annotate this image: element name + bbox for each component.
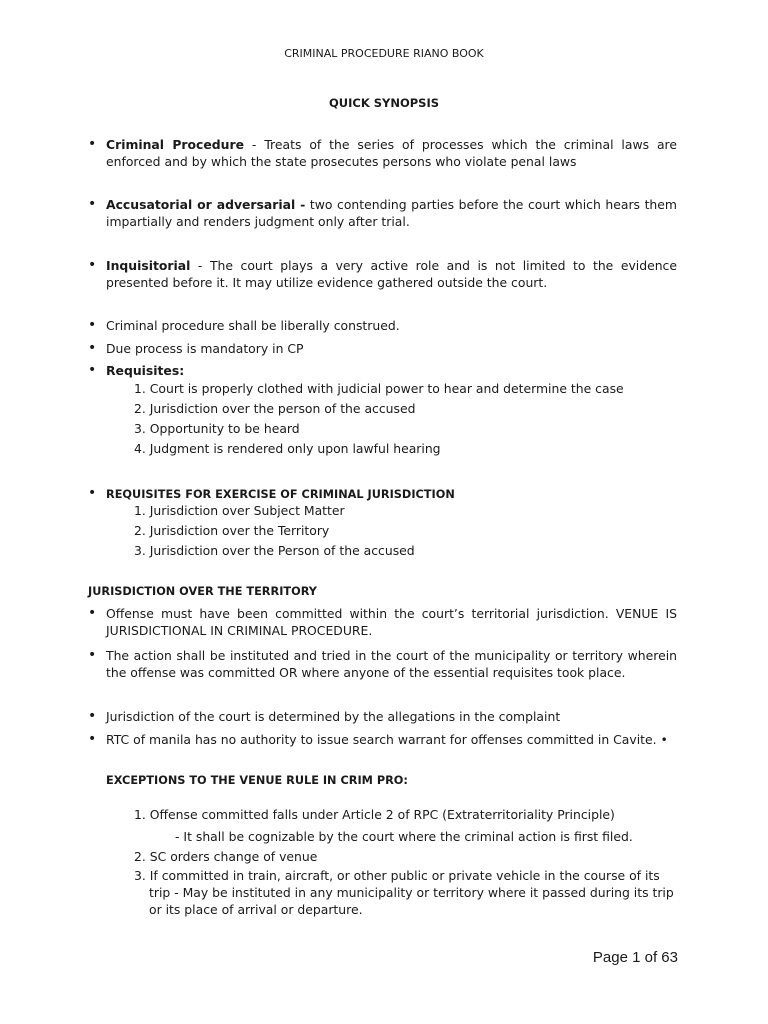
document-header: CRIMINAL PROCEDURE RIANO BOOK bbox=[284, 47, 484, 60]
bullet: • bbox=[88, 317, 97, 333]
exceptions-heading: EXCEPTIONS TO THE VENUE RULE IN CRIM PRO: bbox=[106, 774, 408, 787]
note-due-process: Due process is mandatory in CP bbox=[106, 341, 304, 356]
bullet: • bbox=[88, 196, 97, 212]
note-liberally-construed: Criminal procedure shall be liberally construed. bbox=[106, 318, 400, 333]
exercise-item: 2. Jurisdiction over the Territory bbox=[134, 523, 330, 538]
bullet: • bbox=[88, 362, 97, 378]
exercise-item: 3. Jurisdiction over the Person of the accused bbox=[134, 543, 415, 558]
synopsis-title: QUICK SYNOPSIS bbox=[328, 96, 440, 110]
territory-item: Offense must have been committed within the court’s territorial jurisdiction. VENUE IS JURISDICTIONAL IN CRIMINAL PROCEDURE. bbox=[106, 606, 677, 638]
exception-item: 1. Offense committed falls under Article 2 of RPC (Extraterritoriality Principle) bbox=[134, 807, 615, 822]
definition-criminal-procedure: Criminal Procedure - Treats of the series of processes which the criminal laws are enforced and by which the state prosecutes persons who violate penal laws bbox=[106, 137, 678, 169]
definition-accusatorial: Accusatorial or adversarial - two contending parties before the court which hears them impartially and renders judgment only after trial. bbox=[106, 197, 677, 229]
page-number: Page 1 of 63 bbox=[592, 949, 678, 966]
bullet: • bbox=[88, 257, 97, 273]
requisite-item: 4. Judgment is rendered only upon lawful hearing bbox=[134, 441, 441, 456]
bullet: • bbox=[88, 731, 97, 747]
bullet: • bbox=[88, 605, 97, 621]
exercise-item: 1. Jurisdiction over Subject Matter bbox=[134, 503, 345, 518]
bullet: • bbox=[88, 708, 97, 724]
territory-item: Jurisdiction of the court is determined by the allegations in the complaint bbox=[106, 709, 561, 724]
exception-item: 3. If committed in train, aircraft, or other public or private vehicle in the course of its trip - May be instituted in any municipality or territory where it passed during its trip or its place of arrival or departure. bbox=[134, 868, 674, 917]
exception-note: - It shall be cognizable by the court where the criminal action is first filed. bbox=[175, 829, 633, 844]
territory-item: RTC of manila has no authority to issue search warrant for offenses committed in Cavite. • bbox=[106, 732, 668, 747]
bullet: • bbox=[88, 136, 97, 152]
definition-inquisitorial: Inquisitorial - The court plays a very active role and is not limited to the evidence presented before it. It may utilize evidence gathered outside the court. bbox=[106, 258, 677, 290]
territory-heading: JURISDICTION OVER THE TERRITORY bbox=[88, 585, 317, 598]
bullet: • bbox=[88, 647, 97, 663]
requisites-label: Requisites: bbox=[106, 363, 185, 378]
exercise-label: REQUISITES FOR EXERCISE OF CRIMINAL JURISDICTION bbox=[106, 488, 455, 501]
requisite-item: 1. Court is properly clothed with judicial power to hear and determine the case bbox=[134, 381, 624, 396]
bullet: • bbox=[88, 485, 97, 501]
requisite-item: 3. Opportunity to be heard bbox=[134, 421, 300, 436]
bullet: • bbox=[88, 340, 97, 356]
territory-item: The action shall be instituted and tried in the court of the municipality or territory wherein the offense was committed OR where anyone of the essential requisites took place. bbox=[106, 648, 677, 680]
exception-item: 2. SC orders change of venue bbox=[134, 849, 318, 864]
requisite-item: 2. Jurisdiction over the person of the accused bbox=[134, 401, 416, 416]
